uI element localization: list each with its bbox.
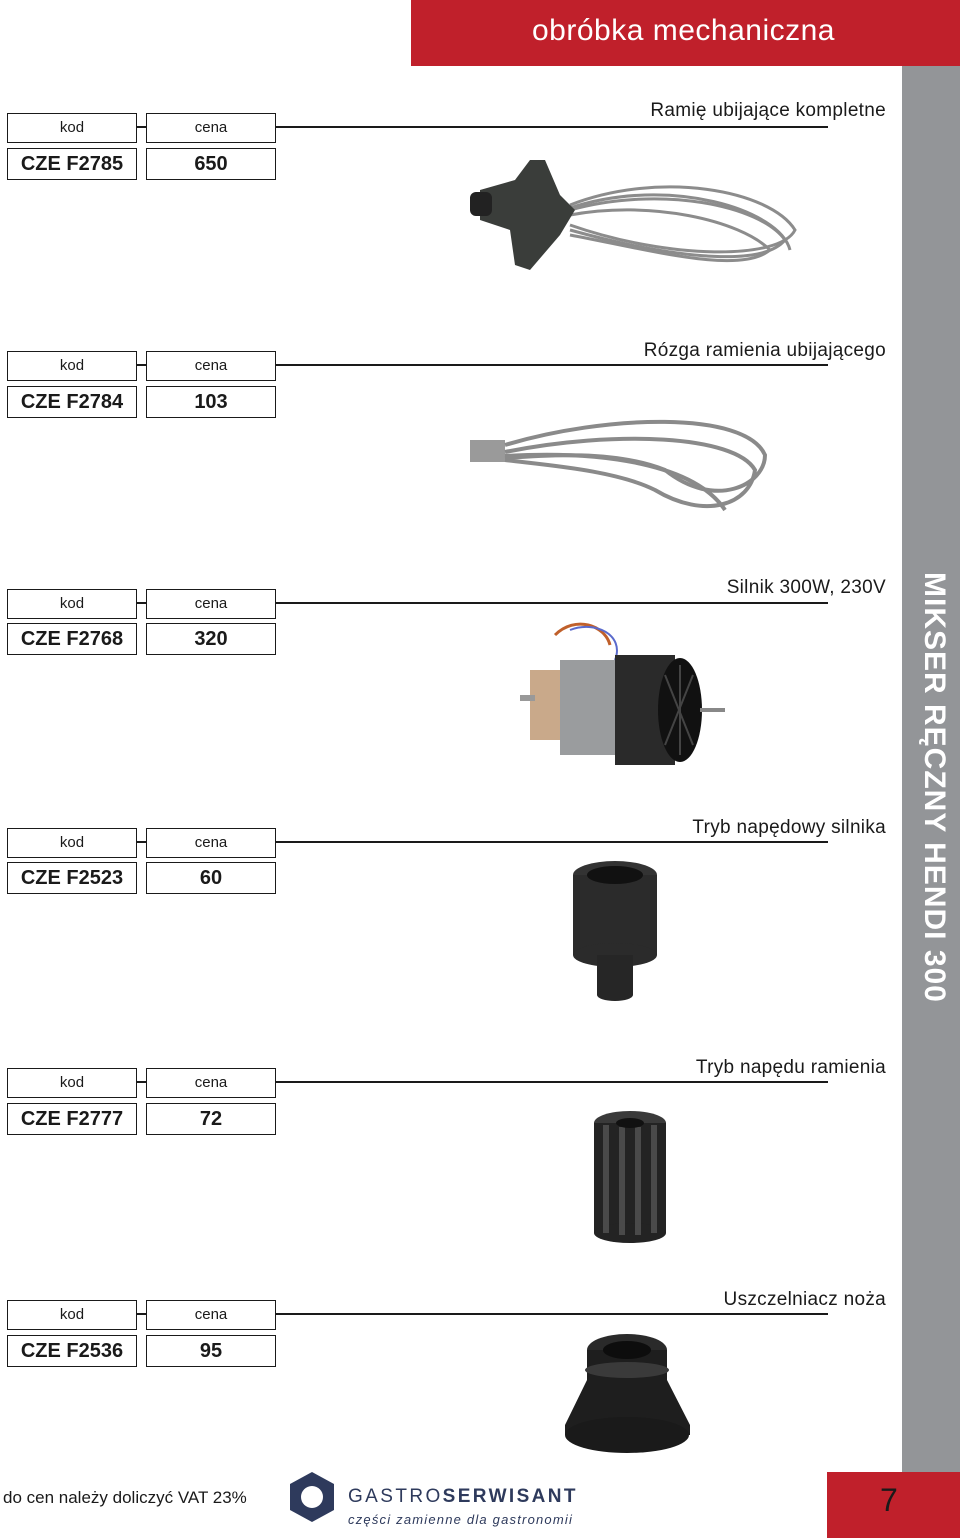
divider <box>137 841 146 843</box>
price-header: cena <box>146 589 276 619</box>
product-code: CZE F2785 <box>7 148 137 180</box>
divider <box>137 1081 146 1083</box>
product-name: Silnik 300W, 230V <box>726 577 886 598</box>
product-name: Tryb napędu ramienia <box>695 1057 886 1078</box>
divider <box>276 126 828 128</box>
product-code: CZE F2784 <box>7 386 137 418</box>
divider <box>276 841 828 843</box>
price-header: cena <box>146 1068 276 1098</box>
price-header: cena <box>146 1300 276 1330</box>
motor-drive-gear-image <box>565 855 675 1005</box>
logo-text-strong: SERWISANT <box>442 1486 578 1507</box>
code-header: kod <box>7 351 137 381</box>
company-tagline: części zamienne dla gastronomii <box>348 1512 574 1527</box>
price-header: cena <box>146 113 276 143</box>
company-logo-text <box>348 1486 578 1508</box>
divider <box>276 1313 828 1315</box>
code-header: kod <box>7 113 137 143</box>
product-price: 60 <box>146 862 276 894</box>
side-section-label: MIKSER RĘCZNY HENDI 300 <box>918 572 951 1003</box>
price-header: cena <box>146 828 276 858</box>
product-price: 320 <box>146 623 276 655</box>
page-number: 7 <box>880 1482 898 1518</box>
product-code: CZE F2523 <box>7 862 137 894</box>
product-price: 95 <box>146 1335 276 1367</box>
divider <box>137 126 146 128</box>
product-code: CZE F2536 <box>7 1335 137 1367</box>
divider <box>137 602 146 604</box>
code-header: kod <box>7 828 137 858</box>
page-category-title: obróbka mechaniczna <box>531 14 835 47</box>
product-name: Ramię ubijające kompletne <box>650 100 886 121</box>
divider <box>137 364 146 366</box>
price-header: cena <box>146 351 276 381</box>
product-price: 103 <box>146 386 276 418</box>
product-code: CZE F2777 <box>7 1103 137 1135</box>
product-price: 72 <box>146 1103 276 1135</box>
code-header: kod <box>7 589 137 619</box>
product-name: Uszczelniacz noża <box>723 1289 886 1310</box>
motor-image <box>515 615 735 785</box>
blade-seal-image <box>555 1325 705 1465</box>
whisk-arm-complete-image <box>440 150 820 290</box>
divider <box>276 602 828 604</box>
company-logo-icon <box>288 1470 336 1524</box>
product-code: CZE F2768 <box>7 623 137 655</box>
logo-text-light: GASTRO <box>348 1486 443 1507</box>
divider <box>137 1313 146 1315</box>
divider <box>276 364 828 366</box>
divider <box>276 1081 828 1083</box>
code-header: kod <box>7 1300 137 1330</box>
product-name: Rózga ramienia ubijającego <box>643 340 886 361</box>
vat-note: do cen należy doliczyć VAT 23% <box>3 1488 247 1507</box>
product-name: Tryb napędowy silnika <box>692 817 886 838</box>
whisk-wire-image <box>465 410 785 530</box>
arm-drive-gear-image <box>585 1105 675 1245</box>
product-price: 650 <box>146 148 276 180</box>
code-header: kod <box>7 1068 137 1098</box>
